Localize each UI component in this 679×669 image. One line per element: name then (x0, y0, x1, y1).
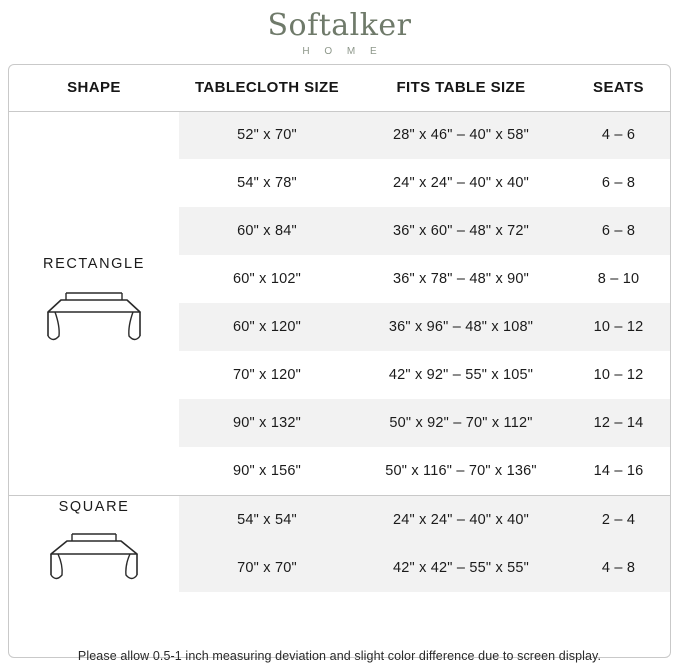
cell-tablecloth-size: 54" x 54" (179, 496, 355, 544)
cell-seats: 12 – 14 (567, 399, 670, 447)
cell-seats: 4 – 6 (567, 111, 670, 159)
cell-fits-table-size: 28" x 46" – 40" x 58" (355, 111, 567, 159)
rectangle-tablecloth-icon (39, 278, 149, 350)
table-row (9, 111, 670, 159)
brand-tagline: H O M E (302, 45, 383, 57)
cell-tablecloth-size: 90" x 132" (179, 399, 355, 447)
column-header-fits-table-size: FITS TABLE SIZE (355, 65, 567, 111)
cell-tablecloth-size: 60" x 120" (179, 303, 355, 351)
footnote: Please allow 0.5-1 inch measuring deviation and slight color difference due to screen display. (77, 649, 602, 663)
cell-tablecloth-size: 60" x 84" (179, 207, 355, 255)
cell-fits-table-size: 42" x 42" – 55" x 55" (355, 544, 567, 592)
column-header-seats: SEATS (567, 65, 670, 111)
cell-fits-table-size: 50" x 92" – 70" x 112" (355, 399, 567, 447)
table-header (9, 65, 670, 111)
column-header-shape: SHAPE (9, 65, 179, 111)
shape-label-square: SQUARE (58, 498, 130, 515)
shape-label-rectangle: RECTANGLE (43, 256, 145, 272)
cell-fits-table-size: 36" x 60" – 48" x 72" (355, 207, 567, 255)
cell-tablecloth-size: 60" x 102" (233, 271, 301, 287)
table-row (9, 496, 670, 544)
shape-cell-square (9, 496, 179, 592)
cell-fits-table-size: 24" x 24" – 40" x 40" (355, 496, 567, 544)
cell-tablecloth-size: 70" x 120" (233, 367, 301, 383)
square-tablecloth-icon (39, 521, 149, 589)
cell-seats: 6 – 8 (567, 207, 670, 255)
brand-header (0, 0, 679, 63)
rectangle-section (9, 111, 670, 592)
cell-tablecloth-size: 90" x 156" (233, 462, 301, 479)
size-chart-frame (8, 64, 671, 658)
cell-fits-table-size: 36" x 96" – 48" x 108" (355, 303, 567, 351)
cell-seats: 8 – 10 (597, 271, 640, 287)
shape-cell-rectangle (9, 111, 179, 495)
cell-seats: 6 – 8 (601, 175, 636, 191)
brand-name: Softalker (267, 8, 412, 43)
cell-fits-table-size: 50" x 116" – 70" x 136" (385, 462, 537, 479)
cell-seats: 2 – 4 (567, 496, 670, 544)
cell-fits-table-size: 42" x 92" – 55" x 105" (388, 367, 534, 383)
cell-tablecloth-size: 54" x 78" (237, 175, 297, 191)
cell-tablecloth-size: 52" x 70" (179, 111, 355, 159)
column-header-tablecloth-size: TABLECLOTH SIZE (179, 65, 355, 111)
cell-seats: 10 – 12 (567, 303, 670, 351)
cell-tablecloth-size: 70" x 70" (179, 544, 355, 592)
cell-seats: 14 – 16 (593, 462, 644, 479)
cell-fits-table-size: 24" x 24" – 40" x 40" (392, 175, 530, 191)
cell-seats: 4 – 8 (567, 544, 670, 592)
cell-seats: 10 – 12 (593, 367, 644, 383)
cell-fits-table-size: 36" x 78" – 48" x 90" (392, 271, 530, 287)
size-chart-table (9, 65, 670, 592)
